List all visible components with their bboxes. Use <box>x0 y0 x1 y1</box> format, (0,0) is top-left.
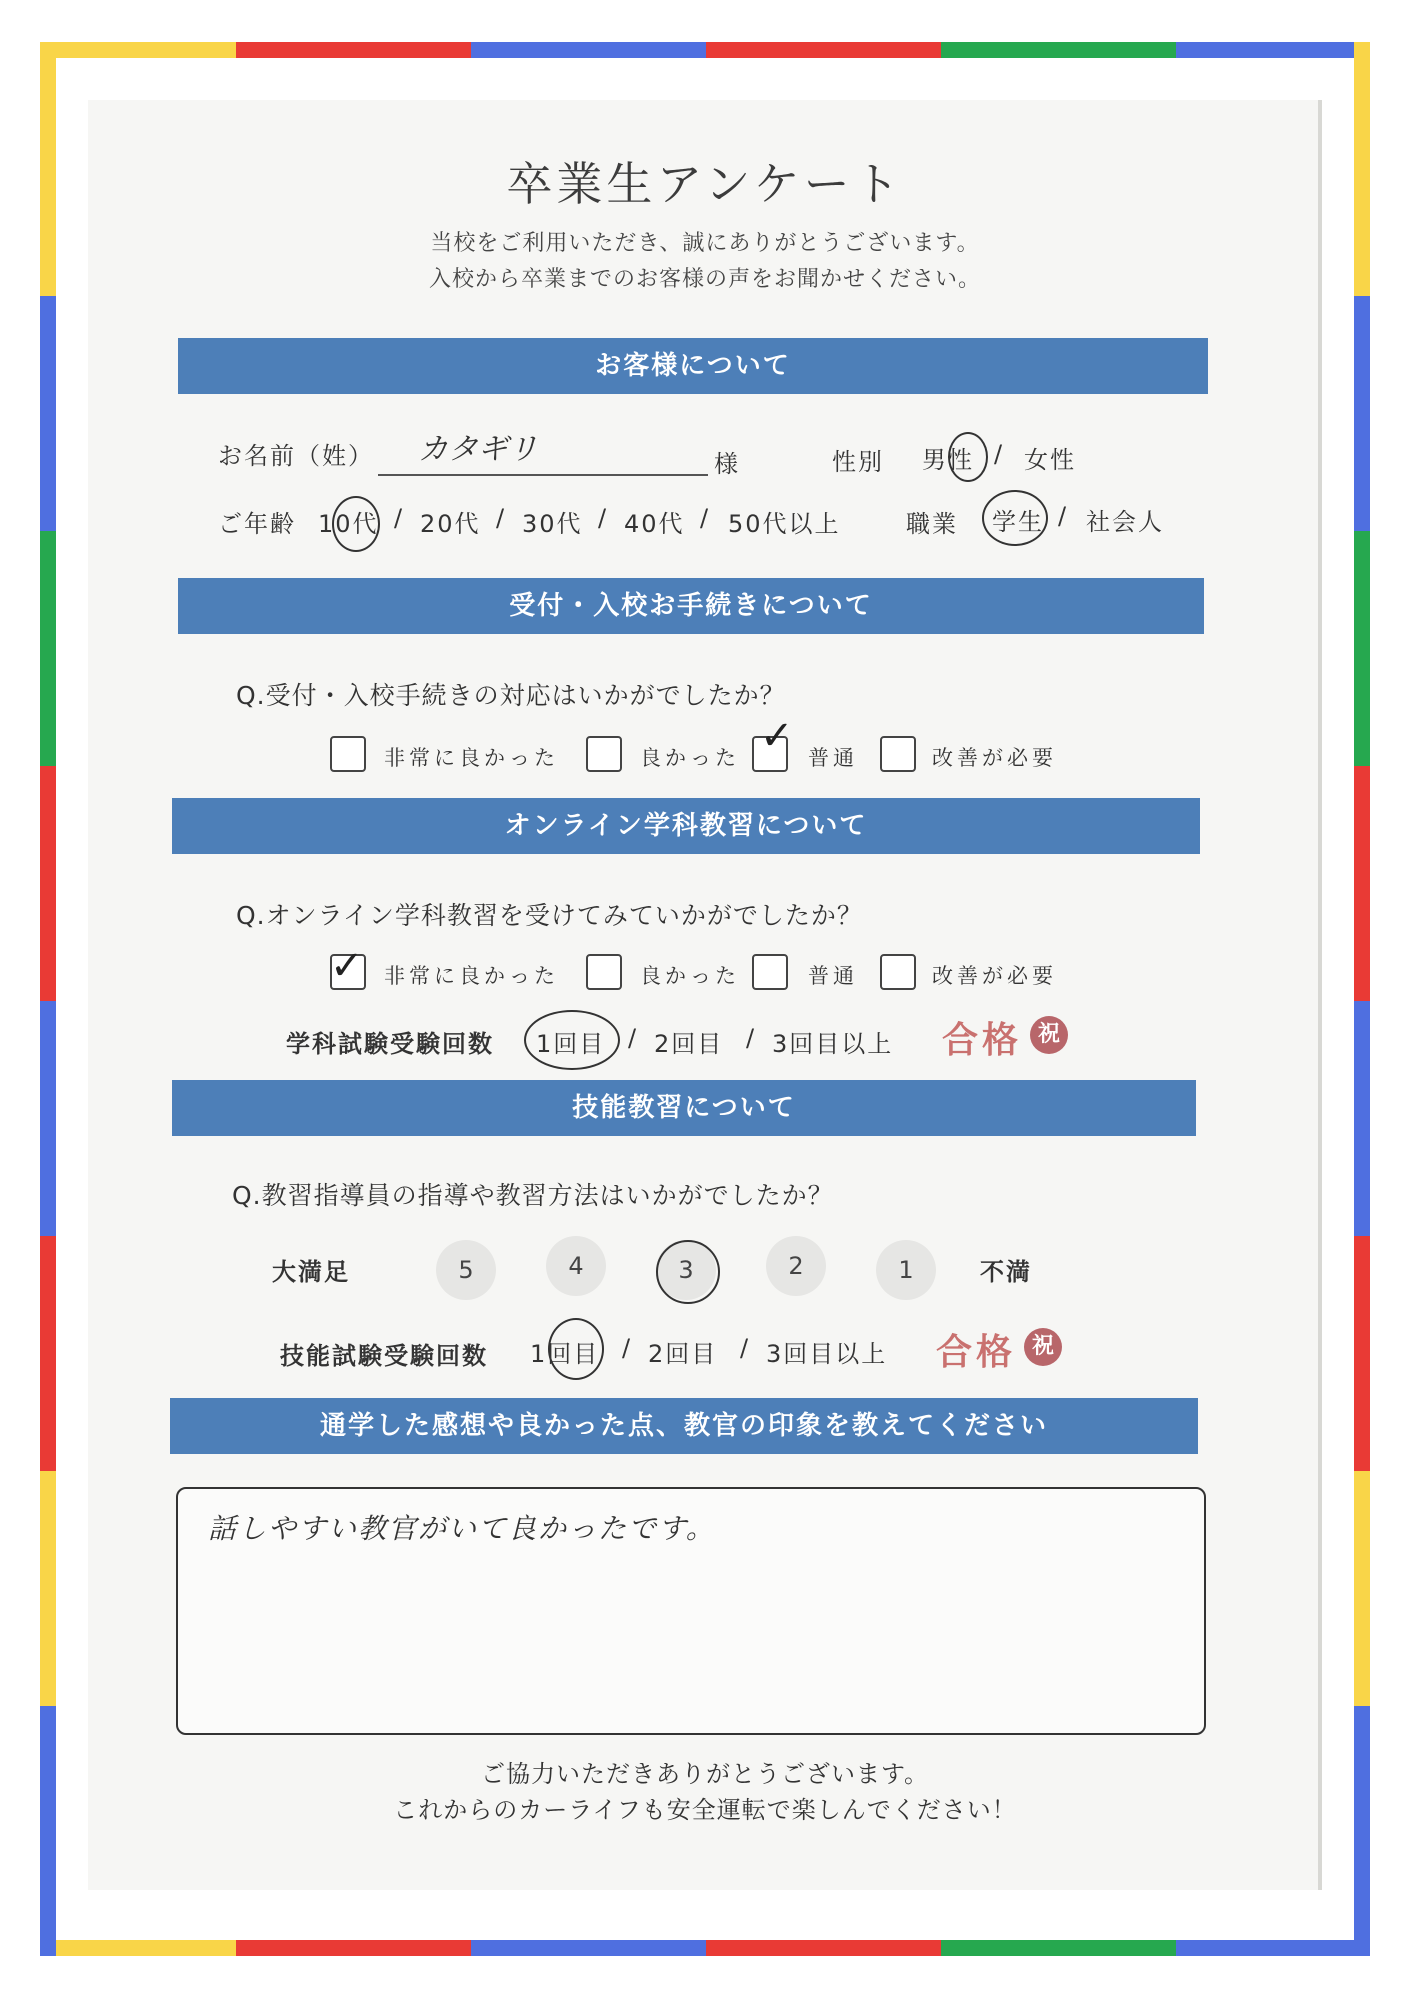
gender-selected-mark <box>948 432 988 482</box>
question-skill: Q.教習指導員の指導や教習方法はいかがでしたか？ <box>232 1181 834 1210</box>
frame-left-yellow2 <box>40 1471 56 1706</box>
frame-top-red <box>236 42 471 58</box>
online-checkbox-good[interactable] <box>586 954 622 990</box>
age-option-40s[interactable]: 40代 <box>624 510 685 538</box>
age-label: ご年齢 <box>218 510 296 538</box>
job-label: 職業 <box>906 510 958 538</box>
frame-bottom-blue2 <box>1176 1940 1370 1956</box>
reception-checkbox-needs-improvement[interactable] <box>880 736 916 772</box>
online-checkbox-needs-improvement[interactable] <box>880 954 916 990</box>
frame-right-red <box>1354 766 1370 1001</box>
skill-exam-option-3-plus[interactable]: 3回目以上 <box>766 1340 888 1368</box>
frame-bottom-red2 <box>706 1940 941 1956</box>
rating-5[interactable]: 5 <box>436 1240 496 1300</box>
section-customer-header: お客様について <box>178 338 1208 394</box>
age-option-20s[interactable]: 20代 <box>420 510 481 538</box>
section-online-header: オンライン学科教習について <box>172 798 1200 854</box>
online-exam-separator-1: / <box>628 1024 639 1052</box>
frame-top-red2 <box>706 42 941 58</box>
skill-exam-label: 技能試験受験回数 <box>280 1342 488 1370</box>
closing-line-1: ご協力いただきありがとうございます。 <box>480 1760 930 1788</box>
online-exam-selected-mark <box>524 1010 620 1070</box>
age-selected-mark <box>332 496 380 552</box>
job-separator: / <box>1058 502 1069 530</box>
survey-title: 卒業生アンケート <box>506 157 904 211</box>
skill-celebration-badge: 祝 <box>1024 1328 1062 1366</box>
skill-exam-option-1[interactable]: 1回目 <box>530 1340 600 1368</box>
reception-option-needs-improvement: 改善が必要 <box>932 746 1057 770</box>
reception-option-normal: 普通 <box>808 746 858 770</box>
frame-right-blue <box>1354 296 1370 531</box>
online-check-mark: ✓ <box>330 943 364 989</box>
section-skill-header: 技能教習について <box>172 1080 1196 1136</box>
comment-text: 話しやすい教官がいて良かったです。 <box>208 1512 716 1545</box>
age-option-30s[interactable]: 30代 <box>522 510 583 538</box>
name-value[interactable]: カタギリ <box>418 432 538 467</box>
section-comments-header: 通学した感想や良かった点、教官の印象を教えてください <box>170 1398 1198 1454</box>
online-option-good: 良かった <box>640 964 740 988</box>
question-reception: Q.受付・入校手続きの対応はいかがでしたか？ <box>236 681 786 710</box>
reception-option-good: 良かった <box>640 746 740 770</box>
frame-bottom-yellow <box>40 1940 236 1956</box>
online-exam-separator-2: / <box>746 1024 757 1052</box>
rating-selected-mark <box>656 1240 720 1304</box>
paper-edge <box>1318 100 1322 1890</box>
online-exam-label: 学科試験受験回数 <box>286 1030 494 1058</box>
rating-2[interactable]: 2 <box>766 1236 826 1296</box>
age-separator-2: / <box>496 504 507 532</box>
frame-right-yellow2 <box>1354 1471 1370 1706</box>
section-reception-header: 受付・入校お手続きについて <box>178 578 1204 634</box>
skill-exam-separator-2: / <box>740 1334 751 1362</box>
comment-box[interactable] <box>176 1487 1206 1735</box>
frame-top-yellow <box>40 42 236 58</box>
frame-bottom-blue <box>471 1940 706 1956</box>
reception-option-very-good: 非常に良かった <box>384 746 559 770</box>
reception-checkbox-very-good[interactable] <box>330 736 366 772</box>
job-option-worker[interactable]: 社会人 <box>1086 508 1164 536</box>
frame-left-red <box>40 766 56 1001</box>
reception-check-mark: ✓ <box>760 713 794 759</box>
skill-exam-selected-mark <box>548 1318 604 1380</box>
online-exam-option-3-plus[interactable]: 3回目以上 <box>772 1030 894 1058</box>
online-option-very-good: 非常に良かった <box>384 964 559 988</box>
frame-left-blue3 <box>40 1706 56 1956</box>
frame-bottom-red <box>236 1940 471 1956</box>
age-separator-1: / <box>394 504 405 532</box>
job-selected-mark <box>982 490 1048 546</box>
online-exam-option-1[interactable]: 1回目 <box>536 1030 606 1058</box>
frame-right-blue3 <box>1354 1706 1370 1956</box>
gender-option-female[interactable]: 女性 <box>1024 446 1076 474</box>
rating-high-label: 大満足 <box>272 1258 350 1286</box>
age-option-10s[interactable]: 10代 <box>318 510 379 538</box>
online-checkbox-normal[interactable] <box>752 954 788 990</box>
frame-right-green <box>1354 531 1370 766</box>
rating-low-label: 不満 <box>980 1258 1032 1286</box>
rating-4[interactable]: 4 <box>546 1236 606 1296</box>
online-option-needs-improvement: 改善が必要 <box>932 964 1057 988</box>
skill-exam-option-2[interactable]: 2回目 <box>648 1340 718 1368</box>
online-celebration-badge: 祝 <box>1030 1016 1068 1054</box>
age-option-50s-plus[interactable]: 50代以上 <box>728 510 841 538</box>
gender-label: 性別 <box>832 448 884 476</box>
age-separator-4: / <box>700 504 711 532</box>
online-pass-stamp: 合格 <box>942 1020 1023 1061</box>
online-option-normal: 普通 <box>808 964 858 988</box>
name-label: お名前（姓） <box>218 442 374 470</box>
frame-top-green <box>941 42 1176 58</box>
honorific: 様 <box>714 450 740 478</box>
job-option-student[interactable]: 学生 <box>992 508 1044 536</box>
closing-line-2: これからのカーライフも安全運転で楽しんでください！ <box>393 1796 1017 1824</box>
question-online: Q.オンライン学科教習を受けてみていかがでしたか？ <box>236 901 863 930</box>
rating-1[interactable]: 1 <box>876 1240 936 1300</box>
online-exam-option-2[interactable]: 2回目 <box>654 1030 724 1058</box>
gender-separator: / <box>994 440 1005 468</box>
gender-option-male[interactable]: 男性 <box>922 446 974 474</box>
frame-left-red2 <box>40 1236 56 1471</box>
frame-left-blue2 <box>40 1001 56 1236</box>
name-underline <box>378 474 708 476</box>
intro-line-1: 当校をご利用いただき、誠にありがとうございます。 <box>430 231 980 256</box>
skill-exam-separator-1: / <box>622 1334 633 1362</box>
frame-right-blue2 <box>1354 1001 1370 1236</box>
frame-left-blue <box>40 296 56 531</box>
age-separator-3: / <box>598 504 609 532</box>
frame-top-blue2 <box>1176 42 1370 58</box>
skill-pass-stamp: 合格 <box>936 1332 1017 1373</box>
rating-3[interactable]: 3 <box>656 1240 716 1300</box>
frame-top-blue <box>471 42 706 58</box>
intro-line-2: 入校から卒業までのお客様の声をお聞かせください。 <box>428 267 981 292</box>
reception-checkbox-good[interactable] <box>586 736 622 772</box>
frame-bottom-green <box>941 1940 1176 1956</box>
frame-right-red2 <box>1354 1236 1370 1471</box>
frame-left-green <box>40 531 56 766</box>
